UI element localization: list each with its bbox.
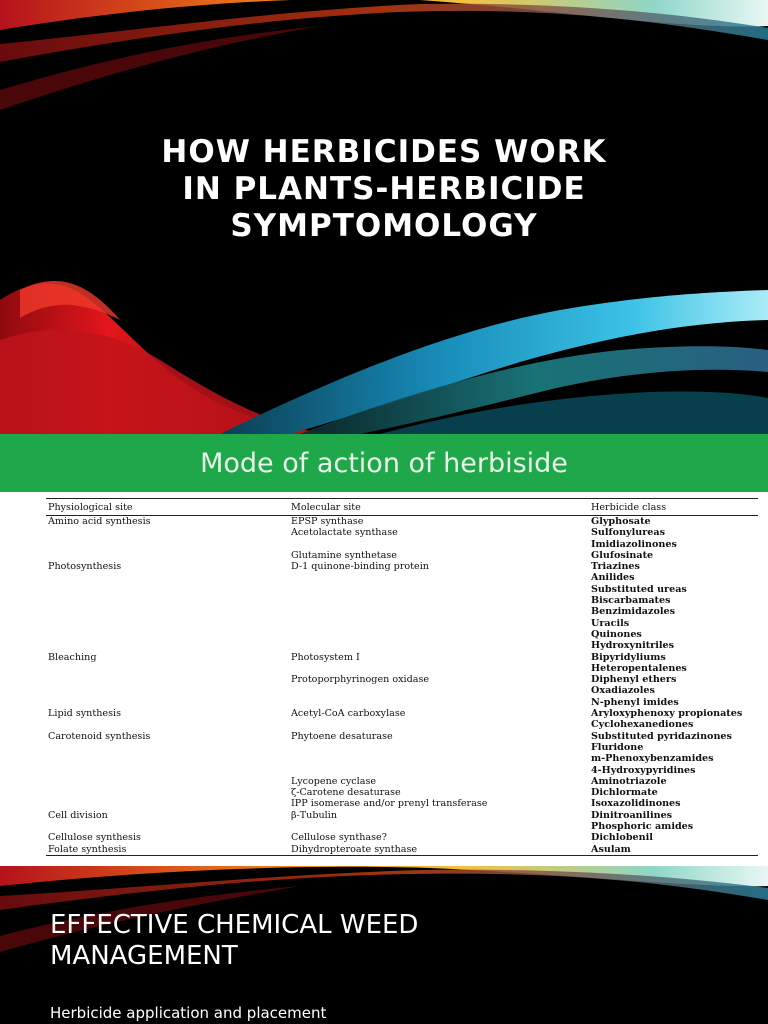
table-row	[46, 708, 758, 719]
molecular-site-cell	[289, 584, 589, 595]
molecular-site-cell	[289, 821, 589, 832]
table-row	[46, 753, 758, 764]
slide-title	[84, 134, 684, 245]
herbicide-class-cell: Dichlormate	[591, 787, 658, 799]
physiological-site-cell: Cell division	[48, 809, 108, 821]
table-row	[46, 539, 758, 550]
table-row	[46, 618, 758, 629]
herbicide-class-cell: Dichlobenil	[591, 832, 653, 844]
table-row	[46, 821, 758, 832]
physiological-site-cell	[46, 742, 289, 753]
physiological-site-cell	[46, 753, 289, 764]
physiological-site-cell: Photosynthesis	[48, 561, 122, 573]
heading-line-2: MANAGEMENT	[50, 941, 238, 971]
physiological-site-cell	[46, 765, 289, 776]
physiological-site-cell	[46, 618, 289, 629]
herbicide-class-cell: Hydroxynitriles	[591, 640, 674, 652]
herbicide-class-cell: Fluridone	[591, 741, 644, 753]
physiological-site-cell	[46, 798, 289, 809]
physiological-site-cell	[46, 539, 289, 550]
herbicide-class-cell: Benzimidazoles	[591, 606, 675, 618]
herbicide-class-cell: Phosphoric amides	[591, 821, 694, 833]
physiological-site-cell	[46, 776, 289, 787]
herbicide-class-cell: Biscarbamates	[591, 595, 671, 607]
physiological-site-cell	[46, 697, 289, 708]
molecular-site-cell	[289, 753, 589, 764]
molecular-site-cell	[289, 618, 589, 629]
physiological-site-cell	[46, 787, 289, 798]
herbicide-class-cell: Substituted pyridazinones	[591, 730, 732, 742]
molecular-site-cell: D-1 quinone-binding protein	[291, 561, 429, 573]
molecular-site-cell: Protoporphyrinogen oxidase	[291, 674, 430, 686]
title-slide	[0, 0, 768, 434]
molecular-site-cell: Acetolactate synthase	[291, 527, 398, 539]
molecular-site-cell	[289, 685, 589, 696]
molecular-site-cell: Dihydropteroate synthase	[291, 843, 418, 855]
molecular-site-cell: EPSP synthase	[291, 516, 364, 527]
table-row	[46, 685, 758, 696]
molecular-site-cell	[289, 629, 589, 640]
physiological-site-cell	[46, 685, 289, 696]
physiological-site-cell	[46, 663, 289, 674]
molecular-site-cell	[289, 719, 589, 730]
physiological-site-cell	[46, 674, 289, 685]
table-row	[46, 798, 758, 809]
physiological-site-cell	[46, 640, 289, 651]
header-herbicide-class: Herbicide class	[591, 501, 667, 513]
table-row	[46, 629, 758, 640]
title-line-1: HOW HERBICIDES WORK	[161, 134, 607, 170]
table-row	[46, 572, 758, 583]
table-row	[46, 527, 758, 538]
molecular-site-cell: Phytoene desaturase	[291, 730, 393, 742]
table-row	[46, 776, 758, 787]
herbicide-class-cell: Glyphosate	[591, 516, 651, 527]
physiological-site-cell	[46, 550, 289, 561]
molecular-site-cell	[289, 765, 589, 776]
herbicide-class-cell: Isoxazolidinones	[591, 798, 681, 810]
herbicide-class-cell: Glufosinate	[591, 549, 654, 561]
slide-subtitle: Herbicide application and placement	[50, 1004, 327, 1022]
table-row	[46, 742, 758, 753]
mode-of-action-slide	[0, 434, 768, 866]
molecular-site-cell	[289, 640, 589, 651]
molecular-site-cell	[289, 697, 589, 708]
table-row	[46, 584, 758, 595]
herbicide-class-cell: Imidiazolinones	[591, 538, 677, 550]
herbicide-table	[46, 498, 758, 856]
herbicide-class-cell: Sulfonylureas	[591, 527, 666, 539]
herbicide-class-cell: Triazines	[591, 561, 640, 573]
molecular-site-cell	[289, 606, 589, 617]
herbicide-class-cell: Quinones	[591, 628, 642, 640]
molecular-site-cell	[289, 595, 589, 606]
molecular-site-cell: Photosystem I	[291, 651, 360, 663]
molecular-site-cell: ζ-Carotene desaturase	[291, 787, 401, 799]
herbicide-table-container	[46, 498, 758, 856]
slide-heading	[50, 910, 610, 972]
table-row	[46, 640, 758, 651]
herbicide-class-cell: Substituted ureas	[591, 583, 687, 595]
herbicide-class-cell: 4-Hydroxypyridines	[591, 764, 696, 776]
herbicide-class-cell: Heteropentalenes	[591, 662, 687, 674]
table-header-row	[46, 499, 758, 516]
table-row	[46, 719, 758, 730]
table-row	[46, 810, 758, 821]
physiological-site-cell	[46, 527, 289, 538]
table-row	[46, 561, 758, 572]
herbicide-class-cell: Uracils	[591, 617, 630, 629]
physiological-site-cell	[46, 595, 289, 606]
table-row	[46, 550, 758, 561]
herbicide-class-cell: Cyclohexanediones	[591, 719, 694, 731]
table-row	[46, 832, 758, 843]
physiological-site-cell	[46, 629, 289, 640]
herbicide-class-cell: Bipyridyliums	[591, 651, 666, 663]
table-row	[46, 652, 758, 663]
table-row	[46, 516, 758, 528]
physiological-site-cell: Bleaching	[48, 651, 97, 663]
title-line-2: IN PLANTS-HERBICIDE	[182, 171, 586, 207]
physiological-site-cell	[46, 584, 289, 595]
table-row	[46, 674, 758, 685]
herbicide-class-cell: Oxadiazoles	[591, 685, 655, 697]
molecular-site-cell	[289, 539, 589, 550]
molecular-site-cell: β-Tubulin	[291, 809, 338, 821]
herbicide-class-cell: Anilides	[591, 572, 635, 584]
physiological-site-cell: Amino acid synthesis	[48, 516, 151, 527]
physiological-site-cell: Folate synthesis	[48, 843, 127, 855]
physiological-site-cell	[46, 606, 289, 617]
slide-banner: Mode of action of herbiside	[0, 434, 768, 492]
heading-line-1: EFFECTIVE CHEMICAL WEED	[50, 910, 419, 940]
header-physiological-site: Physiological site	[48, 501, 133, 513]
herbicide-class-cell: N-phenyl imides	[591, 696, 679, 708]
molecular-site-cell: Lycopene cyclase	[291, 775, 377, 787]
table-row	[46, 731, 758, 742]
molecular-site-cell: Acetyl-CoA carboxylase	[291, 708, 406, 720]
herbicide-class-cell: m-Phenoxybenzamides	[591, 753, 714, 765]
table-row	[46, 787, 758, 798]
table-row	[46, 595, 758, 606]
physiological-site-cell	[46, 719, 289, 730]
molecular-site-cell: IPP isomerase and/or prenyl transferase	[291, 798, 488, 810]
table-row	[46, 606, 758, 617]
table-row	[46, 697, 758, 708]
physiological-site-cell	[46, 821, 289, 832]
physiological-site-cell	[46, 572, 289, 583]
molecular-site-cell: Cellulose synthase?	[291, 832, 387, 844]
table-row	[46, 663, 758, 674]
molecular-site-cell: Glutamine synthetase	[291, 549, 397, 561]
herbicide-class-cell: Diphenyl ethers	[591, 674, 677, 686]
table-row	[46, 765, 758, 776]
table-row	[46, 844, 758, 856]
molecular-site-cell	[289, 742, 589, 753]
molecular-site-cell	[289, 572, 589, 583]
physiological-site-cell: Cellulose synthesis	[48, 832, 141, 844]
molecular-site-cell	[289, 663, 589, 674]
title-line-3: SYMPTOMOLOGY	[230, 208, 538, 244]
herbicide-class-cell: Dinitroanilines	[591, 809, 673, 821]
physiological-site-cell: Carotenoid synthesis	[48, 730, 151, 742]
herbicide-class-cell: Aryloxyphenoxy propionates	[591, 708, 743, 720]
physiological-site-cell: Lipid synthesis	[48, 708, 121, 720]
herbicide-class-cell: Aminotriazole	[591, 775, 667, 787]
chemical-weed-management-slide	[0, 866, 768, 1024]
herbicide-class-cell: Asulam	[591, 843, 631, 855]
header-molecular-site: Molecular site	[291, 501, 361, 513]
